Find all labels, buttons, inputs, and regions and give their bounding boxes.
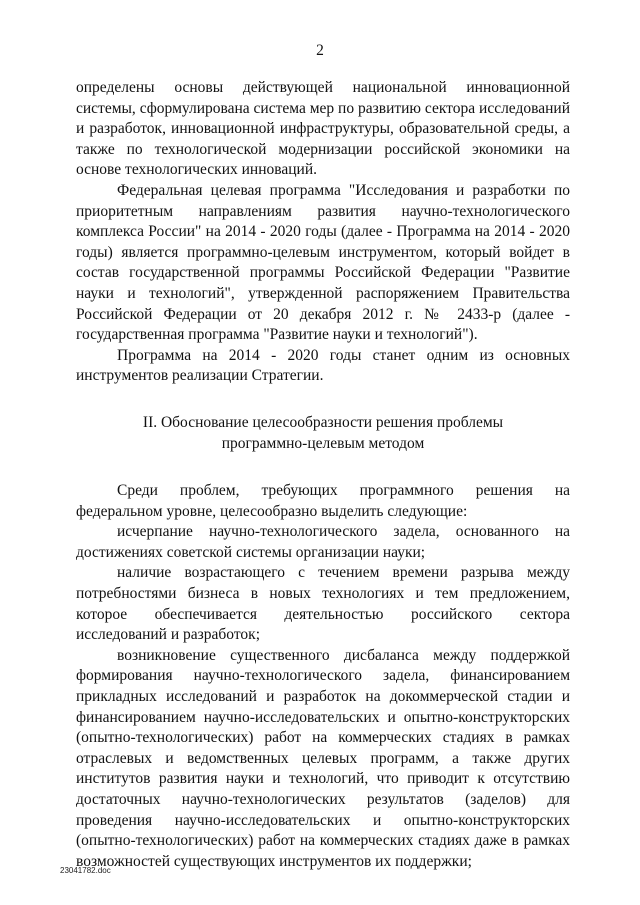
- section-heading-line-1: II. Обоснование целесообразности решения проблемы: [142, 413, 504, 431]
- list-item-problem-3: возникновение существенного дисбаланса между поддержкой формирования научно-технологического задела, финансированием прикладных исследований и разработок на докоммерческой стадии и финансированием научно-исследовательских и опытно-конструкторских (опытно-технологических) работ на коммерческих стадиях в рамках отраслевых и ведомственных целевых программ, а также других институтов развития науки и технологий, что приводит к отсутствию достаточных научно-технологических результатов (заделов) для проведения научно-исследовательских и опытно-конструкторских (опытно-технологических) работ на коммерческих стадиях даже в рамках возможностей существующих инструментов их поддержки;: [76, 646, 570, 870]
- document-body: [76, 78, 570, 872]
- section-heading-line-2: программно-целевым методом: [221, 434, 425, 452]
- paragraph-program-strategy: Программа на 2014 - 2020 годы станет одним из основных инструментов реализации Стратегии.: [76, 346, 570, 385]
- section-heading: [76, 413, 570, 454]
- list-item-problem-2: наличие возрастающего с течением времени разрыва между потребностями бизнеса в новых технологиях и тем предложением, которое обеспечивается деятельностью российского сектора исследований и разработок;: [76, 564, 570, 644]
- paragraph-continuation: определены основы действующей национальной инновационной системы, сформулирована система мер по развитию сектора исследований и разработок, инновационной инфраструктуры, образовательной среды, а также по технологической модернизации российской экономики на основе технологических инноваций.: [76, 79, 570, 179]
- paragraph-problems-intro: Среди проблем, требующих программного решения на федеральном уровне, целесообразно выделить следующие:: [76, 482, 570, 520]
- paragraph-federal-program: Федеральная целевая программа "Исследования и разработки по приоритетным направлениям развития научно-технологического комплекса России" на 2014 - 2020 годы (далее - Программа на 2014 - 2020 годы) является программно-целевым инструментом, который войдет в состав государственной программы Российской Федерации "Развитие науки и технологий", утвержденной распоряжением Правительства Российской Федерации от 20 декабря 2012 г. № 2433-р (далее - государственная программа "Развитие науки и технологий").: [76, 181, 570, 344]
- page-number: 2: [316, 42, 324, 59]
- footer-file-name: 23041782.doc: [60, 866, 111, 875]
- list-item-problem-1: исчерпание научно-технологического задела, основанного на достижениях советской системы организации науки;: [76, 523, 570, 561]
